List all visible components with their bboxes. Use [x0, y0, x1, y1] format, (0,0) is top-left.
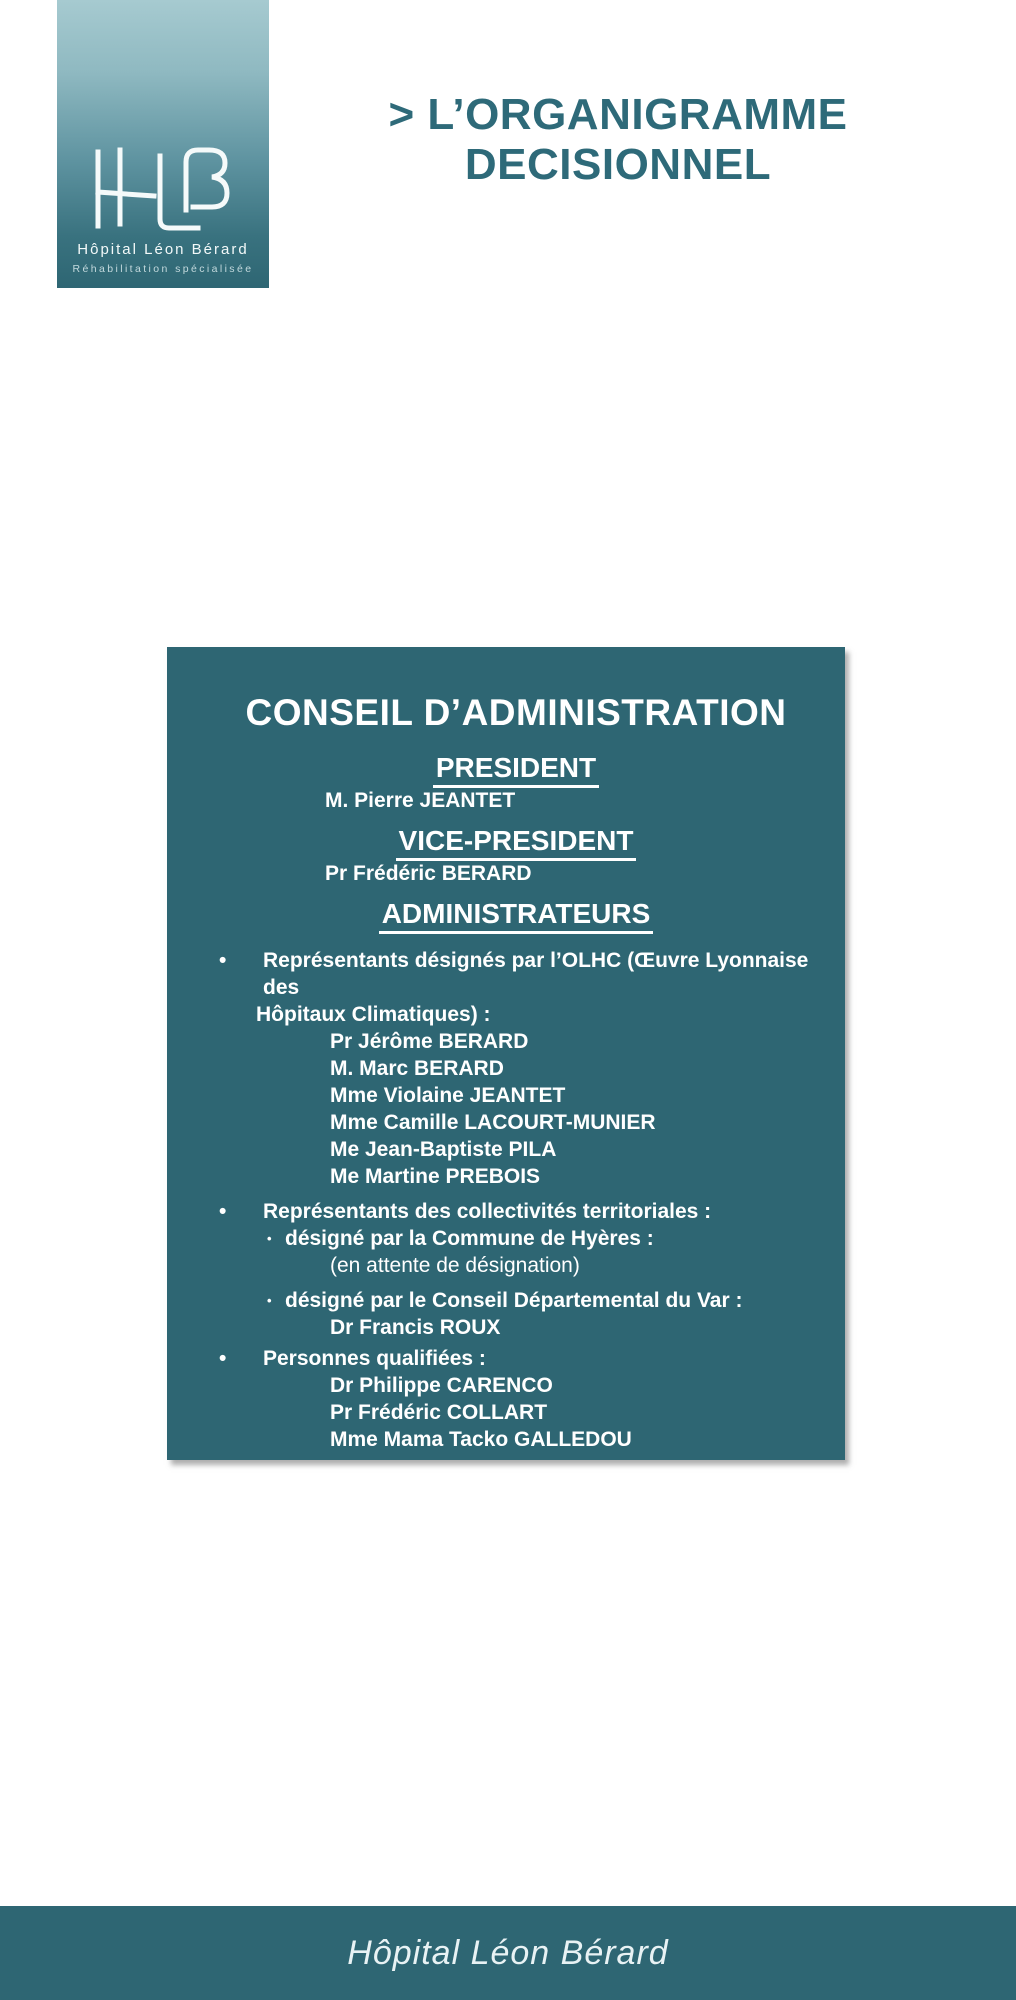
president-name: M. Pierre JEANTET [325, 789, 516, 812]
group-olhc-title-wrap: Hôpitaux Climatiques) : [256, 1003, 491, 1026]
member-name: Mme Mama Tacko GALLEDOU [330, 1428, 632, 1451]
sub-item-conseil-value: Dr Francis ROUX [330, 1316, 501, 1339]
hlb-monogram-icon [68, 140, 258, 235]
sub-bullet-icon: • [267, 1293, 272, 1308]
group-personnes-title: • Personnes qualifiées : [219, 1347, 486, 1370]
group-olhc-title: • Représentants désignés par l’OLHC (Œuvre Lyonnaise des [219, 949, 809, 999]
page-title-line1: > L’ORGANIGRAMME [388, 90, 848, 139]
bullet-icon: • [219, 1347, 227, 1370]
hlb-logo [57, 0, 269, 288]
member-name: M. Marc BERARD [330, 1057, 504, 1080]
member-name: Me Martine PREBOIS [330, 1165, 541, 1188]
board-panel [167, 647, 845, 1460]
board-heading: CONSEIL D’ADMINISTRATION [245, 692, 787, 733]
vice-president-label: VICE-PRESIDENT [187, 826, 845, 856]
administrators-label: ADMINISTRATEURS [187, 899, 845, 929]
group-personnes-qualifiees [187, 1345, 845, 1453]
page-title-line2: DECISIONNEL [464, 140, 772, 189]
group-collectivites-title: • Représentants des collectivités territoriales : [219, 1200, 712, 1223]
member-name: Pr Frédéric COLLART [330, 1401, 548, 1424]
member-name: Me Jean-Baptiste PILA [330, 1138, 557, 1161]
group-olhc [187, 947, 845, 1190]
sub-item-commune-value: (en attente de désignation) [330, 1254, 580, 1277]
footer-hospital-name: Hôpital Léon Bérard [347, 1933, 669, 1972]
vice-president-name: Pr Frédéric BERARD [325, 862, 532, 885]
member-name: Dr Philippe CARENCO [330, 1374, 553, 1397]
sub-item-commune: • désigné par la Commune de Hyères : [267, 1227, 654, 1250]
page-title [308, 90, 928, 190]
member-name: Mme Violaine JEANTET [330, 1084, 566, 1107]
logo-hospital-name: Hôpital Léon Bérard [77, 241, 249, 258]
sub-bullet-icon: • [267, 1231, 272, 1246]
footer-bar [0, 1906, 1016, 2000]
sub-item-conseil: • désigné par le Conseil Départemental du Var : [267, 1289, 743, 1312]
bullet-icon: • [219, 949, 227, 972]
group-collectivites [187, 1198, 845, 1341]
president-label: PRESIDENT [187, 753, 845, 783]
logo-tagline: Réhabilitation spécialisée [72, 263, 254, 275]
member-name: Pr Jérôme BERARD [330, 1030, 529, 1053]
member-name: Mme Camille LACOURT-MUNIER [330, 1111, 656, 1134]
bullet-icon: • [219, 1200, 227, 1223]
